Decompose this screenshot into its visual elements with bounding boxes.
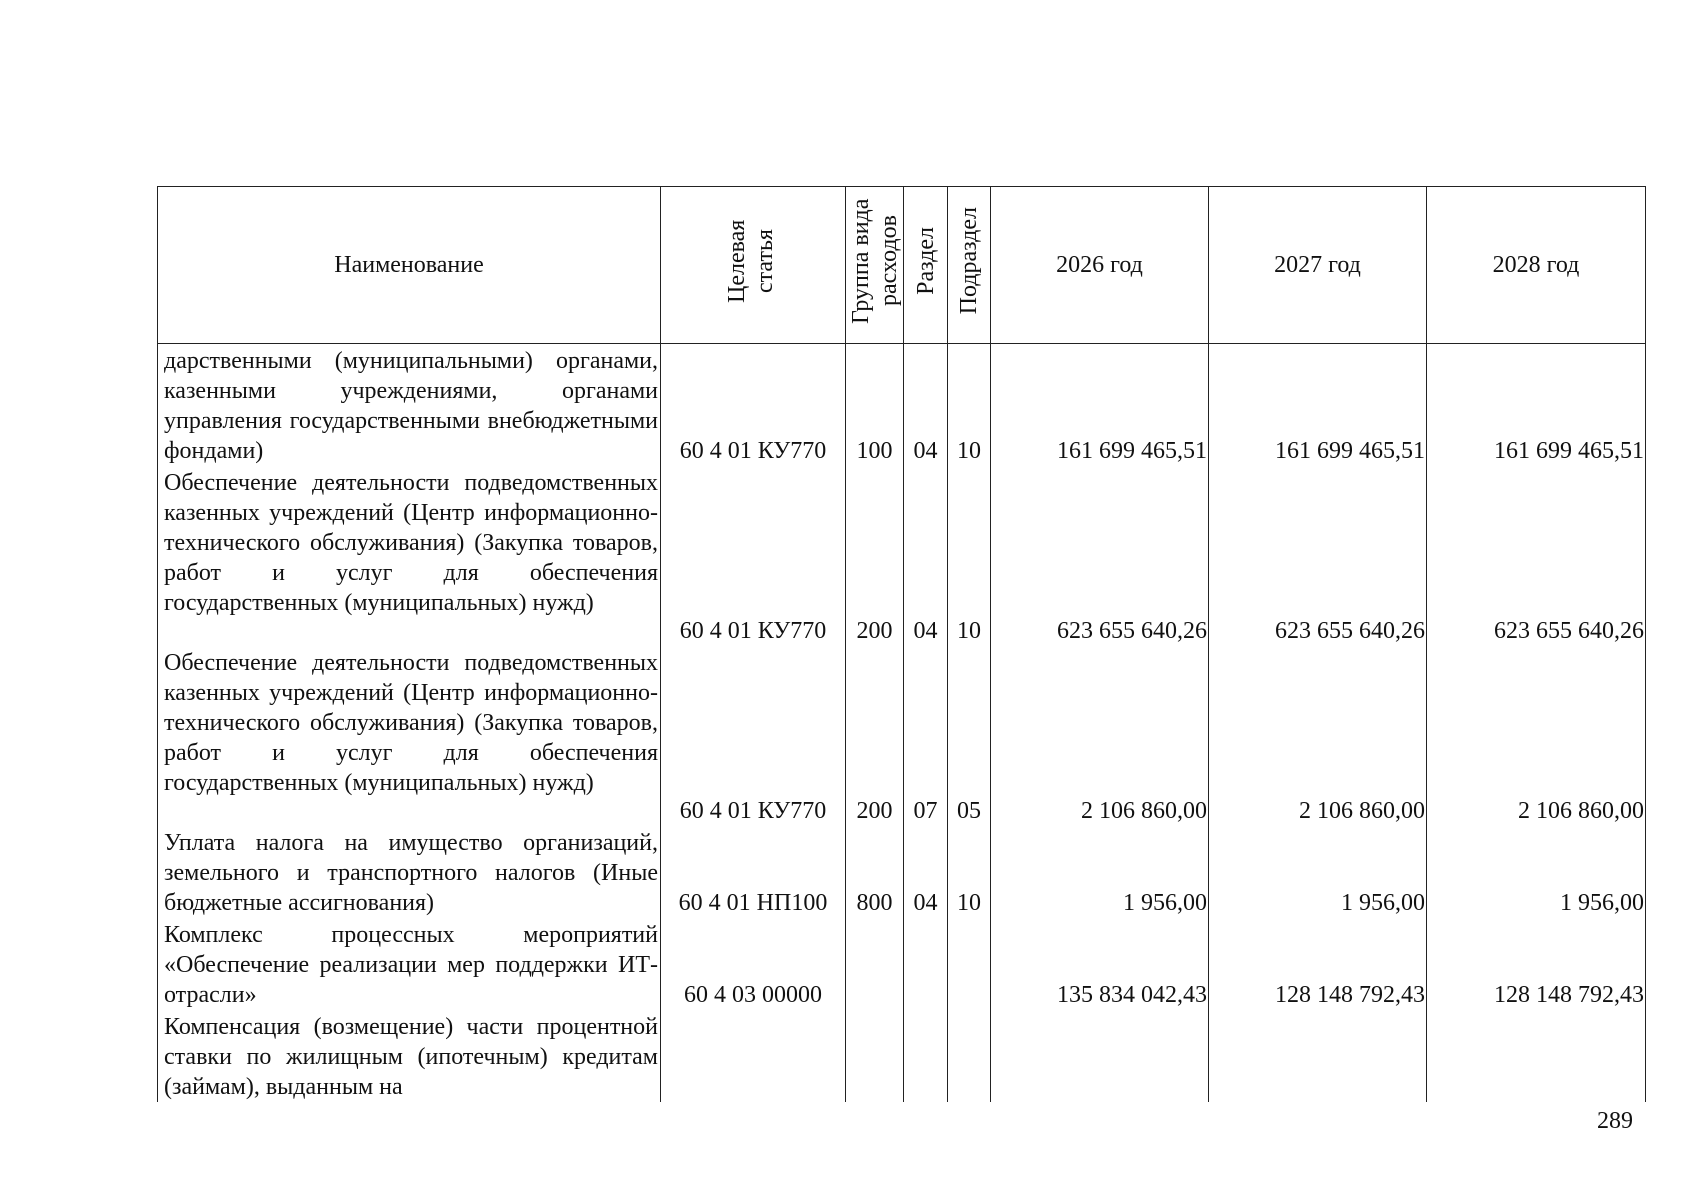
table-row (158, 918, 1646, 1010)
row-value-2027: 623 655 640,26 (1209, 466, 1427, 646)
row-target-article: 60 4 03 00000 (661, 918, 846, 1010)
row-name: Компенсация (возмещение) части процентной ставки по жилищным (ипотечным) кредитам (займам), выданным на (158, 1010, 661, 1102)
row-value-2028: 1 956,00 (1427, 826, 1646, 918)
row-expense-group: 100 (846, 344, 904, 467)
row-value-2026: 2 106 860,00 (991, 646, 1209, 826)
table-row (158, 646, 1646, 826)
row-value-2028: 2 106 860,00 (1427, 646, 1646, 826)
row-name: Обеспечение деятельности подведомственных казенных учреждений (Центр информационно-технического обслуживания) (Закупка товаров, работ и услуг для обеспечения государственных (муниципальных) нужд) (158, 466, 661, 646)
row-target-article: 60 4 01 КУ770 (661, 466, 846, 646)
row-section: 04 (904, 826, 948, 918)
row-expense-group (846, 1010, 904, 1102)
header-2027: 2027 год (1209, 187, 1427, 344)
table-row (158, 466, 1646, 646)
row-expense-group: 200 (846, 466, 904, 646)
row-name: дарственными (муниципальными) органами, казенными учреждениями, органами управления государственными внебюджетными фондами) (158, 344, 661, 467)
row-subsection: 10 (948, 466, 991, 646)
row-section: 07 (904, 646, 948, 826)
page-number: 289 (1597, 1108, 1633, 1134)
row-value-2026: 623 655 640,26 (991, 466, 1209, 646)
header-expense-group: Группа вида расходов (846, 187, 904, 344)
row-target-article: 60 4 01 КУ770 (661, 646, 846, 826)
row-value-2027: 2 106 860,00 (1209, 646, 1427, 826)
row-section (904, 918, 948, 1010)
budget-table (157, 186, 1646, 1102)
row-expense-group: 200 (846, 646, 904, 826)
row-subsection: 05 (948, 646, 991, 826)
row-value-2028 (1427, 1010, 1646, 1102)
row-subsection: 10 (948, 826, 991, 918)
row-section: 04 (904, 466, 948, 646)
row-target-article (661, 1010, 846, 1102)
row-value-2027 (1209, 1010, 1427, 1102)
row-section (904, 1010, 948, 1102)
row-subsection (948, 918, 991, 1010)
row-value-2027: 128 148 792,43 (1209, 918, 1427, 1010)
row-name: Комплекс процессных мероприятий «Обеспечение реализации мер поддержки ИТ-отрасли» (158, 918, 661, 1010)
header-2028: 2028 год (1427, 187, 1646, 344)
table-row (158, 1010, 1646, 1102)
row-value-2028: 623 655 640,26 (1427, 466, 1646, 646)
row-target-article: 60 4 01 КУ770 (661, 344, 846, 467)
row-target-article: 60 4 01 НП100 (661, 826, 846, 918)
header-section: Раздел (904, 187, 948, 344)
row-value-2026 (991, 1010, 1209, 1102)
row-value-2026: 135 834 042,43 (991, 918, 1209, 1010)
row-subsection: 10 (948, 344, 991, 467)
row-value-2027: 161 699 465,51 (1209, 344, 1427, 467)
row-expense-group (846, 918, 904, 1010)
row-value-2028: 161 699 465,51 (1427, 344, 1646, 467)
header-name: Наименование (158, 187, 661, 344)
row-value-2026: 1 956,00 (991, 826, 1209, 918)
row-value-2026: 161 699 465,51 (991, 344, 1209, 467)
row-section: 04 (904, 344, 948, 467)
table-row (158, 826, 1646, 918)
header-target-article: Целевая статья (661, 187, 846, 344)
row-value-2028: 128 148 792,43 (1427, 918, 1646, 1010)
row-expense-group: 800 (846, 826, 904, 918)
row-subsection (948, 1010, 991, 1102)
table-row (158, 344, 1646, 467)
header-2026: 2026 год (991, 187, 1209, 344)
table-header-row (158, 187, 1646, 344)
row-name: Обеспечение деятельности подведомственных казенных учреждений (Центр информационно-технического обслуживания) (Закупка товаров, работ и услуг для обеспечения государственных (муниципальных) нужд) (158, 646, 661, 826)
row-name: Уплата налога на имущество организаций, земельного и транспортного налогов (Иные бюджетные ассигнования) (158, 826, 661, 918)
row-value-2027: 1 956,00 (1209, 826, 1427, 918)
header-subsection: Подраздел (948, 187, 991, 344)
